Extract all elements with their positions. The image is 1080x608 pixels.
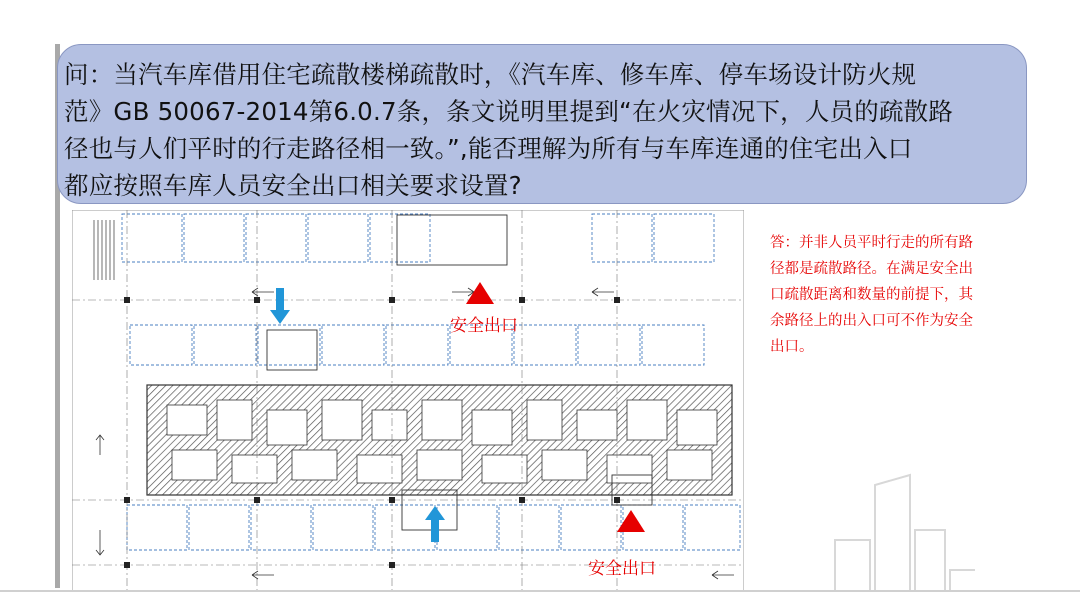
question-line: 径也与人们平时的行走路径相一致。”,能否理解为所有与车库连通的住宅出入口 xyxy=(64,134,913,163)
bottom-rule xyxy=(0,590,1080,592)
answer-line: 径都是疏散路径。在满足安全出 xyxy=(770,261,973,277)
question-text xyxy=(64,56,1024,204)
blue-up-arrow-icon xyxy=(425,506,445,542)
building-skyline-icon xyxy=(830,470,1030,592)
exit-marker-icon xyxy=(466,282,494,304)
exit-label: 安全出口 xyxy=(450,316,518,336)
answer-line: 答：并非人员平时行走的所有路 xyxy=(770,235,973,251)
blue-down-arrow-icon xyxy=(270,288,290,324)
answer-text xyxy=(770,230,1032,360)
floor-plan-drawing xyxy=(72,210,744,592)
question-line: 范》GB 50067-2014第6.0.7条，条文说明里提到“在火灾情况下，人员的疏散路 xyxy=(64,97,954,126)
answer-line: 余路径上的出入口可不作为安全 xyxy=(770,313,973,329)
exit-label: 安全出口 xyxy=(588,559,656,579)
answer-line: 出口。 xyxy=(770,339,814,355)
answer-line: 口疏散距离和数量的前提下，其 xyxy=(770,287,973,303)
floor-plan-svg xyxy=(72,210,744,592)
question-line: 问：当汽车库借用住宅疏散楼梯疏散时，《汽车库、修车库、停车场设计防火规 xyxy=(64,60,917,89)
exit-marker-icon xyxy=(617,510,645,532)
question-line: 都应按照车库人员安全出口相关要求设置? xyxy=(64,171,522,200)
residential-block xyxy=(147,385,732,495)
